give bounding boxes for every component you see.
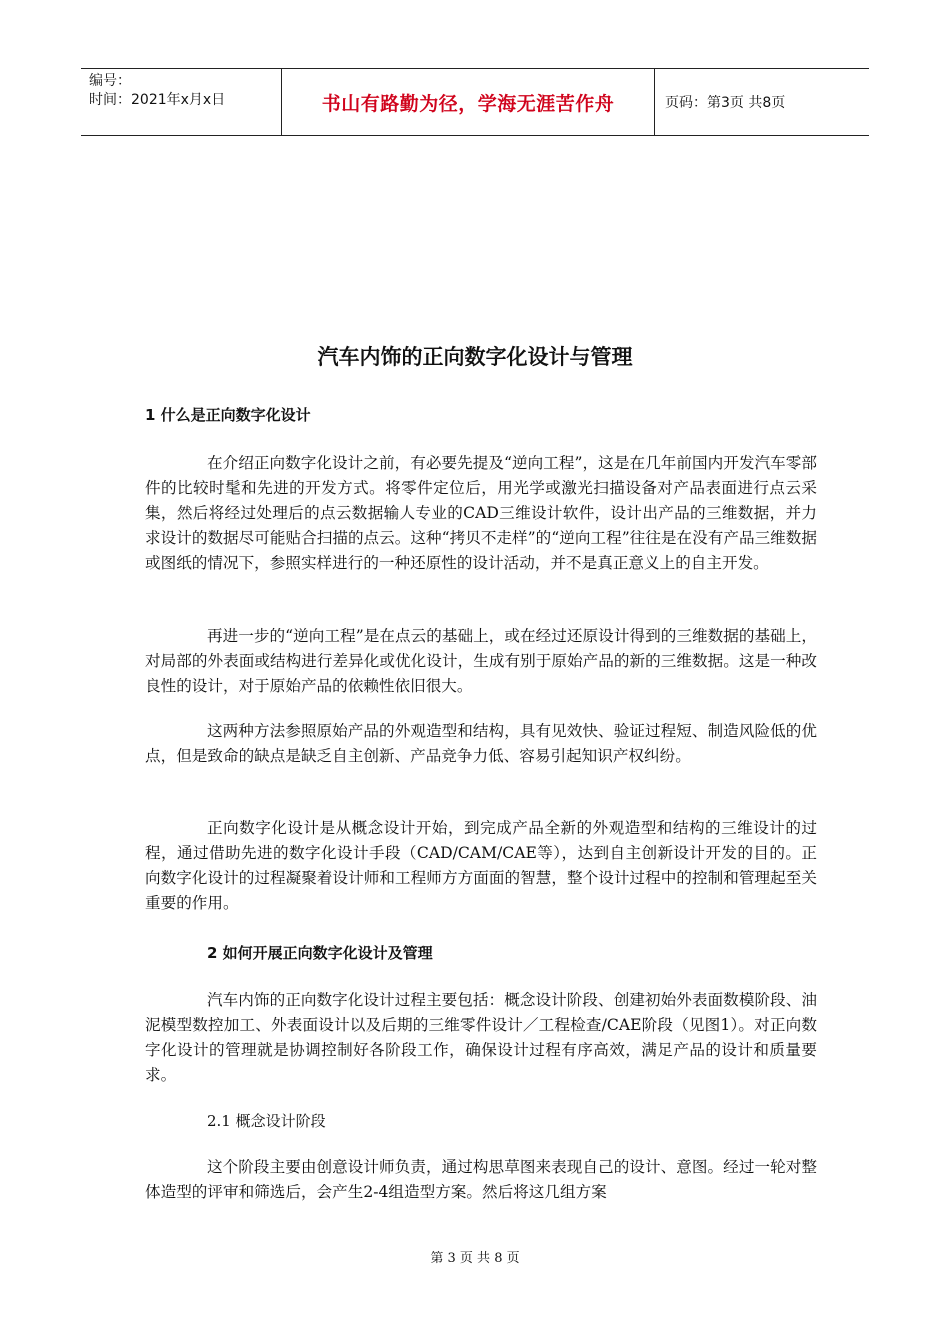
date-label: 时间：2021年x月x日 — [89, 92, 226, 108]
header-motto: 书山有路勤为径，学海无涯苦作舟 — [282, 69, 655, 135]
document-title: 汽车内饰的正向数字化设计与管理 — [317, 345, 633, 369]
paragraph-1: 在介绍正向数字化设计之前，有必要先提及“逆向工程”，这是在几年前国内开发汽车零部件的比较时髦和先进的开发方式。将零件定位后，用光学或激光扫描设备对产品表面进行点云采集，然后将经过处理后的点云数据输人专业的CAD三维设计软件，设计出产品的三维数据，并力求设计的数据尽可能贴合扫描的点云。这种“拷贝不走样”的“逆向工程”往往是在没有产品三维数据或图纸的情况下，参照实样进行的一种还原性的设计活动，并不是真正意义上的自主开发。 — [145, 454, 817, 572]
paragraph-6: 这个阶段主要由创意设计师负责，通过构思草图来表现自己的设计、意图。经过一轮对整体造型的评审和筛选后，会产生2-4组造型方案。然后将这几组方案 — [145, 1158, 817, 1201]
paragraph-2: 再进一步的“逆向工程”是在点云的基础上，或在经过还原设计得到的三维数据的基础上，对局部的外表面或结构进行差异化或优化设计，生成有别于原始产品的新的三维数据。这是一种改良性的设计，对于原始产品的依赖性依旧很大。 — [145, 627, 817, 695]
header-page-info: 页码：第3页 共8页 — [665, 95, 786, 111]
header-meta — [81, 69, 282, 135]
section-1-heading: 1 什么是正向数字化设计 — [145, 406, 311, 424]
section-2-heading: 2 如何开展正向数字化设计及管理 — [207, 944, 433, 962]
number-label: 编号： — [89, 73, 131, 89]
page-footer: 第 3 页 共 8 页 — [430, 1251, 520, 1266]
page-header — [81, 68, 869, 136]
paragraph-4: 正向数字化设计是从概念设计开始，到完成产品全新的外观造型和结构的三维设计的过程，通过借助先进的数字化设计手段（CAD/CAM/CAE等），达到自主创新设计开发的目的。正向数字化设计的过程凝聚着设计师和工程师方方面面的智慧，整个设计过程中的控制和管理起至关重要的作用。 — [145, 819, 817, 912]
paragraph-3: 这两种方法参照原始产品的外观造型和结构，具有见效快、验证过程短、制造风险低的优点，但是致命的缺点是缺乏自主创新、产品竞争力低、容易引起知识产权纠纷。 — [145, 722, 817, 765]
section-2-1-heading: 2.1 概念设计阶段 — [207, 1112, 326, 1130]
paragraph-5: 汽车内饰的正向数字化设计过程主要包括：概念设计阶段、创建初始外表面数模阶段、油泥模型数控加工、外表面设计以及后期的三维零件设计／工程检查/CAE阶段（见图1）。对正向数字化设计的管理就是协调控制好各阶段工作，确保设计过程有序高效，满足产品的设计和质量要求。 — [145, 991, 817, 1084]
